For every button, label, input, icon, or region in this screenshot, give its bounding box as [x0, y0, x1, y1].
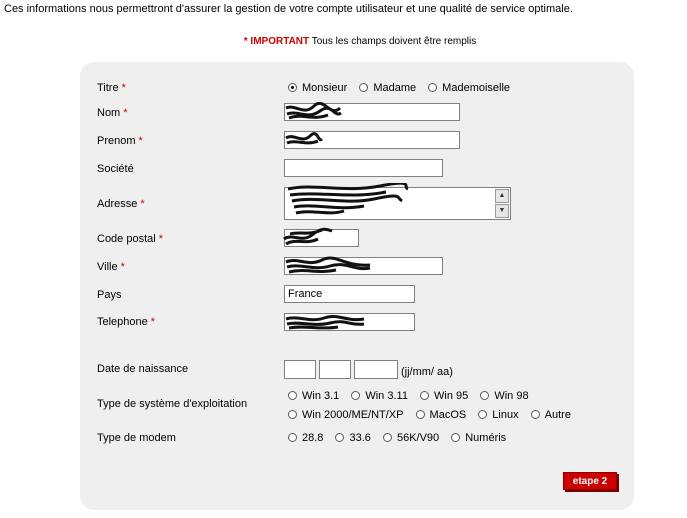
radio-mademoiselle[interactable]: Mademoiselle [428, 82, 510, 94]
radio-icon[interactable] [531, 410, 540, 419]
titre-radio-group [288, 82, 519, 94]
pays-field[interactable]: France [284, 285, 415, 303]
radio-icon[interactable] [288, 410, 297, 419]
radio-icon[interactable] [420, 391, 429, 400]
societe-field[interactable] [284, 159, 443, 177]
nom-field[interactable] [284, 103, 460, 121]
label-prenom: Prenom * [97, 135, 143, 147]
radio-monsieur[interactable]: Monsieur [288, 82, 347, 94]
next-step-button[interactable]: etape 2 [563, 472, 617, 490]
ville-field[interactable] [284, 257, 443, 275]
radio-56k[interactable]: 56K/V90 [383, 432, 439, 444]
radio-icon[interactable] [383, 433, 392, 442]
label-titre: Titre * [97, 82, 126, 94]
radio-icon[interactable] [428, 83, 437, 92]
scroll-up-icon[interactable]: ▲ [495, 189, 509, 203]
intro-text: Ces informations nous permettront d'assurer la gestion de votre compte utilisateur et une qualité de service optimale. [4, 3, 573, 15]
os-radio-group-row2 [288, 409, 580, 421]
required-notice [0, 36, 687, 47]
label-telephone: Telephone * [97, 316, 156, 328]
birth-month-field[interactable] [319, 360, 351, 379]
radio-win98[interactable]: Win 98 [480, 390, 528, 402]
radio-icon[interactable] [359, 83, 368, 92]
label-ville: Ville * [97, 261, 125, 273]
adresse-textarea[interactable] [284, 187, 511, 220]
radio-numeris[interactable]: Numéris [451, 432, 506, 444]
modem-radio-group [288, 432, 515, 444]
code-postal-field[interactable] [284, 229, 359, 247]
date-format-hint: (jj/mm/ aa) [401, 366, 453, 378]
required-notice-text: Tous les champs doivent être remplis [311, 36, 477, 47]
prenom-field[interactable] [284, 131, 460, 149]
label-nom: Nom * [97, 107, 128, 119]
radio-checked-icon[interactable] [288, 83, 297, 92]
radio-madame[interactable]: Madame [359, 82, 416, 94]
radio-icon[interactable] [451, 433, 460, 442]
radio-icon[interactable] [288, 391, 297, 400]
label-societe: Société [97, 163, 134, 175]
radio-win311[interactable]: Win 3.11 [351, 390, 408, 402]
radio-icon[interactable] [480, 391, 489, 400]
radio-win2000[interactable]: Win 2000/ME/NT/XP [288, 409, 403, 421]
label-adresse: Adresse * [97, 198, 145, 210]
birth-year-field[interactable] [354, 360, 398, 379]
label-date-naissance: Date de naissance [97, 363, 189, 375]
radio-288[interactable]: 28.8 [288, 432, 323, 444]
radio-win31[interactable]: Win 3.1 [288, 390, 339, 402]
radio-autre[interactable]: Autre [531, 409, 571, 421]
radio-icon[interactable] [288, 433, 297, 442]
radio-icon[interactable] [335, 433, 344, 442]
radio-icon[interactable] [351, 391, 360, 400]
label-os-type: Type de système d'exploitation [97, 398, 248, 410]
birth-day-field[interactable] [284, 360, 316, 379]
radio-win95[interactable]: Win 95 [420, 390, 468, 402]
scroll-down-icon[interactable]: ▼ [495, 204, 509, 218]
label-code-postal: Code postal * [97, 233, 163, 245]
radio-macos[interactable]: MacOS [416, 409, 467, 421]
required-star: * [243, 36, 248, 47]
radio-icon[interactable] [478, 410, 487, 419]
radio-icon[interactable] [416, 410, 425, 419]
os-radio-group-row1 [288, 390, 538, 402]
label-modem-type: Type de modem [97, 432, 176, 444]
label-pays: Pays [97, 289, 122, 301]
important-label: IMPORTANT [250, 36, 310, 47]
radio-336[interactable]: 33.6 [335, 432, 370, 444]
telephone-field[interactable] [284, 313, 415, 331]
radio-linux[interactable]: Linux [478, 409, 518, 421]
